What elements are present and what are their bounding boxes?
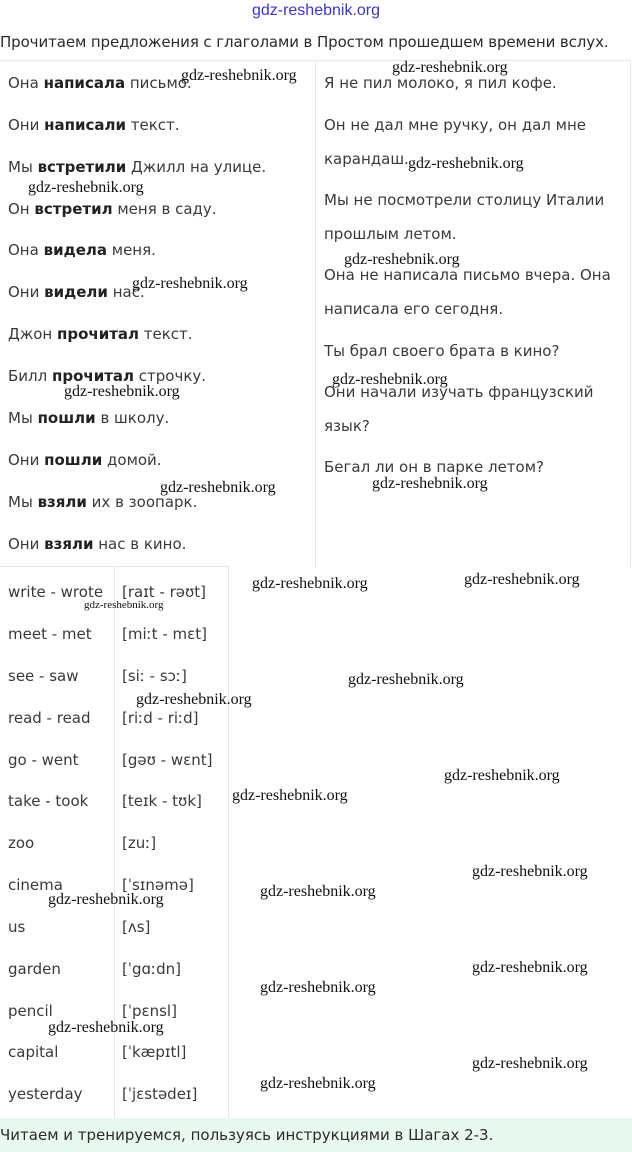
left-sentence: Мы встретили Джилл на улице. bbox=[8, 158, 267, 176]
vocab-transcription: [ˈgɑːdn] bbox=[122, 960, 181, 978]
watermark: gdz-reshebnik.org bbox=[64, 383, 180, 400]
vocab-word: garden bbox=[8, 960, 61, 978]
vocab-transcription: [ˈpɛnsl] bbox=[122, 1002, 177, 1020]
vocab-word: us bbox=[8, 918, 26, 936]
watermark: gdz-reshebnik.org bbox=[348, 671, 464, 688]
watermark: gdz-reshebnik.org bbox=[48, 891, 164, 908]
vocab-transcription: [ˈjɛstədeɪ] bbox=[122, 1085, 198, 1103]
watermark: gdz-reshebnik.org bbox=[136, 691, 252, 708]
left-sentence: Они пошли домой. bbox=[8, 451, 162, 469]
right-sentence: Он не дал мне ручку, он дал мне bbox=[324, 116, 586, 134]
vocab-word: pencil bbox=[8, 1002, 53, 1020]
left-sentence: Она видела меня. bbox=[8, 241, 156, 259]
watermark: gdz-reshebnik.org bbox=[48, 1019, 164, 1036]
sentences-table bbox=[0, 60, 631, 567]
vocab-transcription: [raɪt - rəʊt] bbox=[122, 583, 207, 601]
vocab-transcription: [siː - sɔː] bbox=[122, 667, 187, 685]
left-sentence: Мы пошли в школу. bbox=[8, 409, 170, 427]
left-sentence: Он встретил меня в саду. bbox=[8, 200, 217, 218]
right-sentence: прошлым летом. bbox=[324, 225, 457, 243]
left-sentence: Она написала письмо. bbox=[8, 74, 192, 92]
watermark: gdz-reshebnik.org bbox=[332, 371, 448, 388]
watermark: gdz-reshebnik.org bbox=[444, 767, 560, 784]
vocab-transcription: [ˈkæpɪtl] bbox=[122, 1043, 187, 1061]
vocab-transcription: [ˈsɪnəmə] bbox=[122, 876, 194, 894]
left-sentence: Они написали текст. bbox=[8, 116, 180, 134]
vocab-word: yesterday bbox=[8, 1085, 83, 1103]
vocab-word: read - read bbox=[8, 709, 91, 727]
left-sentence: Они взяли нас в кино. bbox=[8, 535, 187, 553]
right-sentence: язык? bbox=[324, 417, 370, 435]
instruction-bottom: Читаем и тренируемся, пользуясь инструкциями в Шагах 2-3. bbox=[0, 1118, 632, 1152]
vocab-word: meet - met bbox=[8, 625, 92, 643]
right-sentence: карандаш. bbox=[324, 150, 409, 168]
vocab-transcription: [riːd - riːd] bbox=[122, 709, 199, 727]
vocab-word: zoo bbox=[8, 834, 35, 852]
left-sentence: Джон прочитал текст. bbox=[8, 325, 193, 343]
vocab-word: cinema bbox=[8, 876, 63, 894]
watermark: gdz-reshebnik.org bbox=[344, 251, 460, 268]
watermark: gdz-reshebnik.org bbox=[472, 863, 588, 880]
right-sentence: Они начали изучать французский bbox=[324, 383, 594, 401]
watermark: gdz-reshebnik.org bbox=[28, 179, 144, 196]
vocab-transcription: [ʌs] bbox=[122, 918, 151, 936]
right-sentence: написала его сегодня. bbox=[324, 300, 504, 318]
vocab-word: take - took bbox=[8, 792, 89, 810]
watermark: gdz-reshebnik.org bbox=[260, 979, 376, 996]
watermark: gdz-reshebnik.org bbox=[260, 1075, 376, 1092]
watermark: gdz-reshebnik.org bbox=[392, 59, 508, 76]
vocab-transcription: [miːt - mɛt] bbox=[122, 625, 207, 643]
vocab-transcription: [teɪk - tʊk] bbox=[122, 792, 202, 810]
watermark: gdz-reshebnik.org bbox=[232, 787, 348, 804]
vocab-word: write - wrote bbox=[8, 583, 104, 601]
right-sentence: Она не написала письмо вчера. Она bbox=[324, 266, 611, 284]
right-sentence: Ты брал своего брата в кино? bbox=[324, 342, 560, 360]
left-sentence: Мы взяли их в зоопарк. bbox=[8, 493, 198, 511]
vocab-transcription: [zuː] bbox=[122, 834, 157, 852]
vocab-transcription: [gəʊ - wɛnt] bbox=[122, 751, 213, 769]
watermark: gdz-reshebnik.org bbox=[408, 155, 524, 172]
right-sentence: Я не пил молоко, я пил кофе. bbox=[324, 74, 557, 92]
watermark: gdz-reshebnik.org bbox=[132, 275, 248, 292]
watermark: gdz-reshebnik.org bbox=[260, 883, 376, 900]
right-sentence: Бегал ли он в парке летом? bbox=[324, 458, 544, 476]
instruction-top: Прочитаем предложения с глаголами в Простом прошедшем времени вслух. bbox=[0, 33, 609, 51]
watermark: gdz-reshebnik.org bbox=[181, 67, 297, 84]
right-sentence: Мы не посмотрели столицу Италии bbox=[324, 191, 605, 209]
watermark: gdz-reshebnik.org bbox=[464, 571, 580, 588]
vocab-word: capital bbox=[8, 1043, 59, 1061]
watermark: gdz-reshebnik.org bbox=[472, 1055, 588, 1072]
watermark: gdz-reshebnik.org bbox=[84, 599, 164, 611]
vocab-word: go - went bbox=[8, 751, 79, 769]
vocab-word: see - saw bbox=[8, 667, 79, 685]
watermark: gdz-reshebnik.org bbox=[252, 575, 368, 592]
left-sentence: Они видели нас. bbox=[8, 283, 145, 301]
watermark: gdz-reshebnik.org bbox=[160, 479, 276, 496]
left-sentence: Билл прочитал строчку. bbox=[8, 367, 207, 385]
watermark: gdz-reshebnik.org bbox=[372, 475, 488, 492]
site-header-link[interactable]: gdz-reshebnik.org bbox=[251, 2, 381, 19]
watermark: gdz-reshebnik.org bbox=[472, 959, 588, 976]
